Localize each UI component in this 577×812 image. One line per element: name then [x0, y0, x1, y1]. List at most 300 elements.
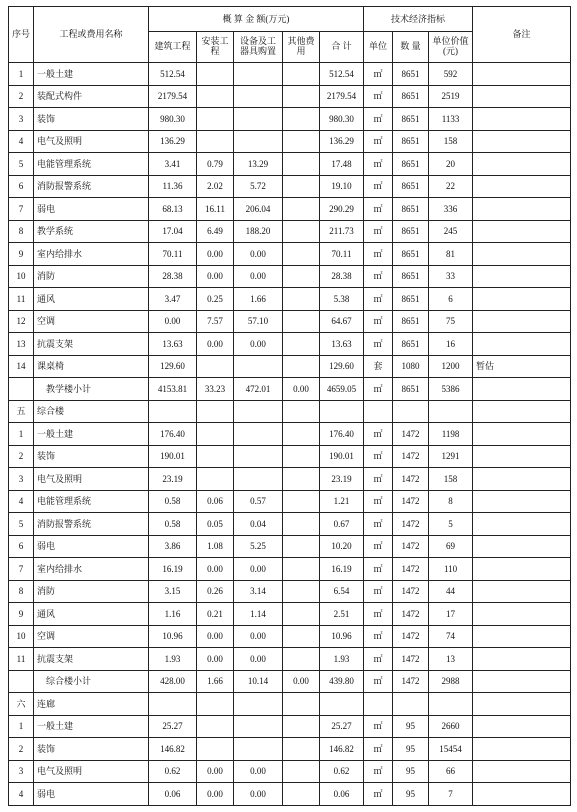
cell-seq: 5 [9, 513, 34, 536]
cell-equipment: 0.00 [234, 558, 283, 581]
cell-qty: 1472 [393, 423, 429, 446]
cell-unit: ㎡ [364, 153, 393, 176]
cell-name: 弱电 [34, 198, 149, 221]
cell-construction [149, 693, 197, 716]
cell-remark [473, 220, 571, 243]
table-row [9, 175, 571, 198]
cell-unit-price: 6 [429, 288, 473, 311]
cell-total: 23.19 [320, 468, 364, 491]
cell-install: 0.00 [197, 625, 234, 648]
cell-unit: ㎡ [364, 130, 393, 153]
cell-total: 1.93 [320, 648, 364, 671]
cell-construction: 0.62 [149, 760, 197, 783]
cell-total: 28.38 [320, 265, 364, 288]
cell-remark [473, 265, 571, 288]
cell-seq: 3 [9, 468, 34, 491]
cell-unit: ㎡ [364, 220, 393, 243]
cell-remark [473, 513, 571, 536]
cell-seq: 8 [9, 580, 34, 603]
cell-remark [473, 175, 571, 198]
cell-total [320, 400, 364, 423]
cell-name: 一般土建 [34, 715, 149, 738]
cell-other [283, 445, 320, 468]
cell-install: 0.00 [197, 243, 234, 266]
cell-seq: 1 [9, 715, 34, 738]
table-row [9, 535, 571, 558]
cell-seq: 3 [9, 108, 34, 131]
table-row [9, 558, 571, 581]
table-body [9, 63, 571, 806]
cell-install: 6.49 [197, 220, 234, 243]
cell-name: 消防 [34, 265, 149, 288]
cell-equipment: 1.14 [234, 603, 283, 626]
cell-install: 0.00 [197, 760, 234, 783]
cell-unit-price: 2988 [429, 670, 473, 693]
table-row [9, 693, 571, 716]
cell-seq: 12 [9, 310, 34, 333]
table-row [9, 310, 571, 333]
cell-install [197, 445, 234, 468]
cell-name: 电气及照明 [34, 130, 149, 153]
cell-remark [473, 693, 571, 716]
cell-qty: 1472 [393, 603, 429, 626]
cell-equipment: 206.04 [234, 198, 283, 221]
cell-name: 消防 [34, 580, 149, 603]
cell-equipment [234, 400, 283, 423]
table-row [9, 153, 571, 176]
cell-construction [149, 400, 197, 423]
cell-seq: 3 [9, 760, 34, 783]
cell-equipment [234, 130, 283, 153]
cell-install: 0.25 [197, 288, 234, 311]
cell-other [283, 265, 320, 288]
cell-other [283, 625, 320, 648]
table-row [9, 400, 571, 423]
header-seq: 序号 [9, 7, 34, 63]
cell-total: 64.67 [320, 310, 364, 333]
cell-equipment [234, 715, 283, 738]
cell-unit-price: 16 [429, 333, 473, 356]
cell-name: 一般土建 [34, 63, 149, 86]
table-row [9, 468, 571, 491]
cell-unit-price: 8 [429, 490, 473, 513]
cell-unit: ㎡ [364, 243, 393, 266]
cell-unit: ㎡ [364, 85, 393, 108]
cell-unit-price: 1291 [429, 445, 473, 468]
cell-qty: 1472 [393, 670, 429, 693]
cell-qty: 1472 [393, 468, 429, 491]
cell-other [283, 783, 320, 806]
cell-name: 室内给排水 [34, 558, 149, 581]
cell-other [283, 220, 320, 243]
cell-equipment [234, 468, 283, 491]
cell-seq: 10 [9, 265, 34, 288]
cell-construction: 16.19 [149, 558, 197, 581]
cell-equipment: 5.72 [234, 175, 283, 198]
cell-equipment: 10.14 [234, 670, 283, 693]
header-name: 工程或费用名称 [34, 7, 149, 63]
cell-name: 装饰 [34, 445, 149, 468]
cell-other [283, 693, 320, 716]
cell-other [283, 490, 320, 513]
cell-seq: 7 [9, 558, 34, 581]
cell-construction: 25.27 [149, 715, 197, 738]
cell-install: 16.11 [197, 198, 234, 221]
table-row [9, 648, 571, 671]
cell-remark: 暂估 [473, 355, 571, 378]
table-row [9, 130, 571, 153]
cell-seq: 六 [9, 693, 34, 716]
cell-remark [473, 535, 571, 558]
cell-total: 980.30 [320, 108, 364, 131]
cell-qty: 95 [393, 783, 429, 806]
cell-unit-price: 5 [429, 513, 473, 536]
cell-remark [473, 783, 571, 806]
cell-qty: 8651 [393, 220, 429, 243]
cell-construction: 0.06 [149, 783, 197, 806]
cell-equipment [234, 445, 283, 468]
cell-install: 0.05 [197, 513, 234, 536]
cell-remark [473, 468, 571, 491]
cell-install [197, 738, 234, 761]
cell-remark [473, 738, 571, 761]
cell-qty: 8651 [393, 243, 429, 266]
cell-remark [473, 423, 571, 446]
cell-qty: 1472 [393, 535, 429, 558]
cell-total: 211.73 [320, 220, 364, 243]
cell-unit [364, 400, 393, 423]
cell-seq: 五 [9, 400, 34, 423]
cell-total: 4659.05 [320, 378, 364, 401]
cell-construction: 146.82 [149, 738, 197, 761]
cell-remark [473, 400, 571, 423]
cell-name: 综合楼小计 [34, 670, 149, 693]
cell-equipment: 5.25 [234, 535, 283, 558]
table-row [9, 625, 571, 648]
cell-unit-price: 5386 [429, 378, 473, 401]
cell-construction: 2179.54 [149, 85, 197, 108]
cell-seq [9, 670, 34, 693]
cell-other [283, 130, 320, 153]
cell-unit: ㎡ [364, 580, 393, 603]
cell-unit [364, 693, 393, 716]
cell-unit: ㎡ [364, 670, 393, 693]
table-row [9, 333, 571, 356]
cell-other [283, 355, 320, 378]
cell-total: 439.80 [320, 670, 364, 693]
cell-qty: 8651 [393, 265, 429, 288]
cell-unit: ㎡ [364, 715, 393, 738]
cell-equipment: 0.00 [234, 625, 283, 648]
cell-remark [473, 288, 571, 311]
budget-table [8, 6, 571, 806]
cell-unit-price: 69 [429, 535, 473, 558]
cell-equipment [234, 355, 283, 378]
cell-other: 0.00 [283, 670, 320, 693]
cell-other [283, 715, 320, 738]
cell-unit: ㎡ [364, 468, 393, 491]
cell-construction: 10.96 [149, 625, 197, 648]
cell-total: 10.96 [320, 625, 364, 648]
table-row [9, 288, 571, 311]
cell-other [283, 738, 320, 761]
cell-construction: 13.63 [149, 333, 197, 356]
cell-total: 2.51 [320, 603, 364, 626]
cell-unit: ㎡ [364, 198, 393, 221]
cell-name: 一般土建 [34, 423, 149, 446]
cell-unit-price: 22 [429, 175, 473, 198]
cell-name: 抗震支架 [34, 648, 149, 671]
cell-unit-price: 1200 [429, 355, 473, 378]
cell-seq: 6 [9, 175, 34, 198]
cell-total: 129.60 [320, 355, 364, 378]
cell-seq: 5 [9, 153, 34, 176]
cell-install: 0.79 [197, 153, 234, 176]
cell-construction: 3.47 [149, 288, 197, 311]
table-header [9, 7, 571, 63]
cell-name: 空调 [34, 310, 149, 333]
cell-unit: ㎡ [364, 288, 393, 311]
cell-remark [473, 715, 571, 738]
cell-qty: 8651 [393, 288, 429, 311]
cell-unit: ㎡ [364, 490, 393, 513]
cell-construction: 0.58 [149, 513, 197, 536]
cell-unit: ㎡ [364, 783, 393, 806]
cell-unit-price: 20 [429, 153, 473, 176]
cell-unit-price: 74 [429, 625, 473, 648]
cell-construction: 1.16 [149, 603, 197, 626]
table-row [9, 378, 571, 401]
cell-seq: 7 [9, 198, 34, 221]
cell-equipment: 0.00 [234, 760, 283, 783]
cell-total: 1.21 [320, 490, 364, 513]
table-row [9, 63, 571, 86]
cell-total [320, 693, 364, 716]
cell-remark [473, 130, 571, 153]
cell-construction: 28.38 [149, 265, 197, 288]
cell-install [197, 715, 234, 738]
cell-other [283, 198, 320, 221]
table-row [9, 580, 571, 603]
cell-equipment: 0.00 [234, 783, 283, 806]
cell-construction: 68.13 [149, 198, 197, 221]
cell-construction: 3.41 [149, 153, 197, 176]
cell-other [283, 580, 320, 603]
cell-total: 17.48 [320, 153, 364, 176]
cell-unit: ㎡ [364, 648, 393, 671]
cell-equipment: 1.66 [234, 288, 283, 311]
cell-seq: 1 [9, 63, 34, 86]
cell-construction: 136.29 [149, 130, 197, 153]
header-install: 安装工程 [197, 32, 234, 63]
cell-total: 10.20 [320, 535, 364, 558]
cell-construction: 428.00 [149, 670, 197, 693]
header-unit-price: 单位价值(元) [429, 32, 473, 63]
cell-seq: 9 [9, 603, 34, 626]
cell-total: 70.11 [320, 243, 364, 266]
cell-other [283, 333, 320, 356]
cell-seq: 4 [9, 490, 34, 513]
table-row [9, 490, 571, 513]
cell-name: 电能管理系统 [34, 153, 149, 176]
cell-other [283, 603, 320, 626]
cell-install [197, 693, 234, 716]
cell-name: 空调 [34, 625, 149, 648]
cell-qty: 8651 [393, 198, 429, 221]
table-row [9, 760, 571, 783]
cell-qty: 1472 [393, 513, 429, 536]
cell-install: 7.57 [197, 310, 234, 333]
cell-name: 消防报警系统 [34, 175, 149, 198]
cell-seq: 4 [9, 783, 34, 806]
cell-unit-price: 110 [429, 558, 473, 581]
cell-unit-price: 33 [429, 265, 473, 288]
cell-unit: ㎡ [364, 760, 393, 783]
cell-install: 0.00 [197, 333, 234, 356]
cell-other [283, 108, 320, 131]
cell-other [283, 63, 320, 86]
cell-unit-price: 158 [429, 468, 473, 491]
cell-construction: 17.04 [149, 220, 197, 243]
cell-equipment: 0.04 [234, 513, 283, 536]
cell-other [283, 243, 320, 266]
cell-name: 电气及照明 [34, 468, 149, 491]
cell-remark [473, 648, 571, 671]
cell-install: 0.26 [197, 580, 234, 603]
cell-name: 抗震支架 [34, 333, 149, 356]
table-row [9, 265, 571, 288]
cell-equipment: 0.00 [234, 265, 283, 288]
cell-total: 512.54 [320, 63, 364, 86]
cell-unit-price: 15454 [429, 738, 473, 761]
cell-construction: 23.19 [149, 468, 197, 491]
cell-unit: ㎡ [364, 423, 393, 446]
cell-install: 2.02 [197, 175, 234, 198]
cell-other [283, 423, 320, 446]
cell-qty: 8651 [393, 130, 429, 153]
cell-equipment: 3.14 [234, 580, 283, 603]
cell-name: 电气及照明 [34, 760, 149, 783]
cell-qty: 8651 [393, 63, 429, 86]
cell-total: 136.29 [320, 130, 364, 153]
cell-unit-price [429, 693, 473, 716]
budget-table-sheet [8, 6, 570, 806]
table-row [9, 738, 571, 761]
cell-unit: ㎡ [364, 625, 393, 648]
cell-construction: 512.54 [149, 63, 197, 86]
table-row [9, 423, 571, 446]
cell-qty: 8651 [393, 108, 429, 131]
cell-name: 弱电 [34, 783, 149, 806]
cell-remark [473, 108, 571, 131]
cell-qty: 1472 [393, 490, 429, 513]
cell-install [197, 423, 234, 446]
cell-unit: ㎡ [364, 558, 393, 581]
cell-remark [473, 603, 571, 626]
cell-other [283, 288, 320, 311]
cell-unit: ㎡ [364, 445, 393, 468]
cell-qty: 95 [393, 738, 429, 761]
cell-qty: 1080 [393, 355, 429, 378]
cell-qty: 1472 [393, 558, 429, 581]
cell-unit-price: 66 [429, 760, 473, 783]
table-row [9, 783, 571, 806]
cell-equipment: 57.10 [234, 310, 283, 333]
table-row [9, 445, 571, 468]
cell-qty: 95 [393, 715, 429, 738]
cell-unit-price: 245 [429, 220, 473, 243]
cell-name: 室内给排水 [34, 243, 149, 266]
cell-install: 0.06 [197, 490, 234, 513]
table-row [9, 243, 571, 266]
header-unit: 单位 [364, 32, 393, 63]
cell-qty: 1472 [393, 580, 429, 603]
cell-construction: 3.15 [149, 580, 197, 603]
cell-equipment: 13.29 [234, 153, 283, 176]
cell-unit-price: 75 [429, 310, 473, 333]
cell-remark [473, 558, 571, 581]
cell-total: 190.01 [320, 445, 364, 468]
cell-qty: 95 [393, 760, 429, 783]
cell-seq: 6 [9, 535, 34, 558]
cell-unit: 套 [364, 355, 393, 378]
cell-unit-price: 44 [429, 580, 473, 603]
cell-qty: 8651 [393, 333, 429, 356]
cell-remark [473, 580, 571, 603]
cell-seq: 14 [9, 355, 34, 378]
cell-remark [473, 310, 571, 333]
cell-construction: 190.01 [149, 445, 197, 468]
cell-name: 教学系统 [34, 220, 149, 243]
table-row [9, 715, 571, 738]
cell-other [283, 175, 320, 198]
cell-name: 电能管理系统 [34, 490, 149, 513]
header-equipment: 设备及工器具购置 [234, 32, 283, 63]
cell-seq: 2 [9, 85, 34, 108]
cell-unit-price: 2660 [429, 715, 473, 738]
header-remark: 备注 [473, 7, 571, 63]
cell-unit-price: 336 [429, 198, 473, 221]
cell-unit: ㎡ [364, 108, 393, 131]
cell-unit: ㎡ [364, 513, 393, 536]
table-row [9, 603, 571, 626]
cell-total: 16.19 [320, 558, 364, 581]
cell-install: 1.08 [197, 535, 234, 558]
cell-equipment [234, 738, 283, 761]
table-row [9, 85, 571, 108]
cell-seq [9, 378, 34, 401]
cell-unit: ㎡ [364, 738, 393, 761]
cell-name: 综合楼 [34, 400, 149, 423]
cell-install [197, 400, 234, 423]
cell-total: 25.27 [320, 715, 364, 738]
cell-construction: 0.58 [149, 490, 197, 513]
cell-install [197, 108, 234, 131]
cell-construction: 980.30 [149, 108, 197, 131]
table-row [9, 220, 571, 243]
cell-unit-price [429, 400, 473, 423]
cell-total: 176.40 [320, 423, 364, 446]
cell-remark [473, 85, 571, 108]
cell-name: 连廊 [34, 693, 149, 716]
cell-qty: 1472 [393, 625, 429, 648]
cell-equipment: 0.00 [234, 648, 283, 671]
cell-equipment [234, 423, 283, 446]
cell-name: 课桌椅 [34, 355, 149, 378]
cell-seq: 11 [9, 648, 34, 671]
cell-unit-price: 1133 [429, 108, 473, 131]
cell-remark [473, 625, 571, 648]
